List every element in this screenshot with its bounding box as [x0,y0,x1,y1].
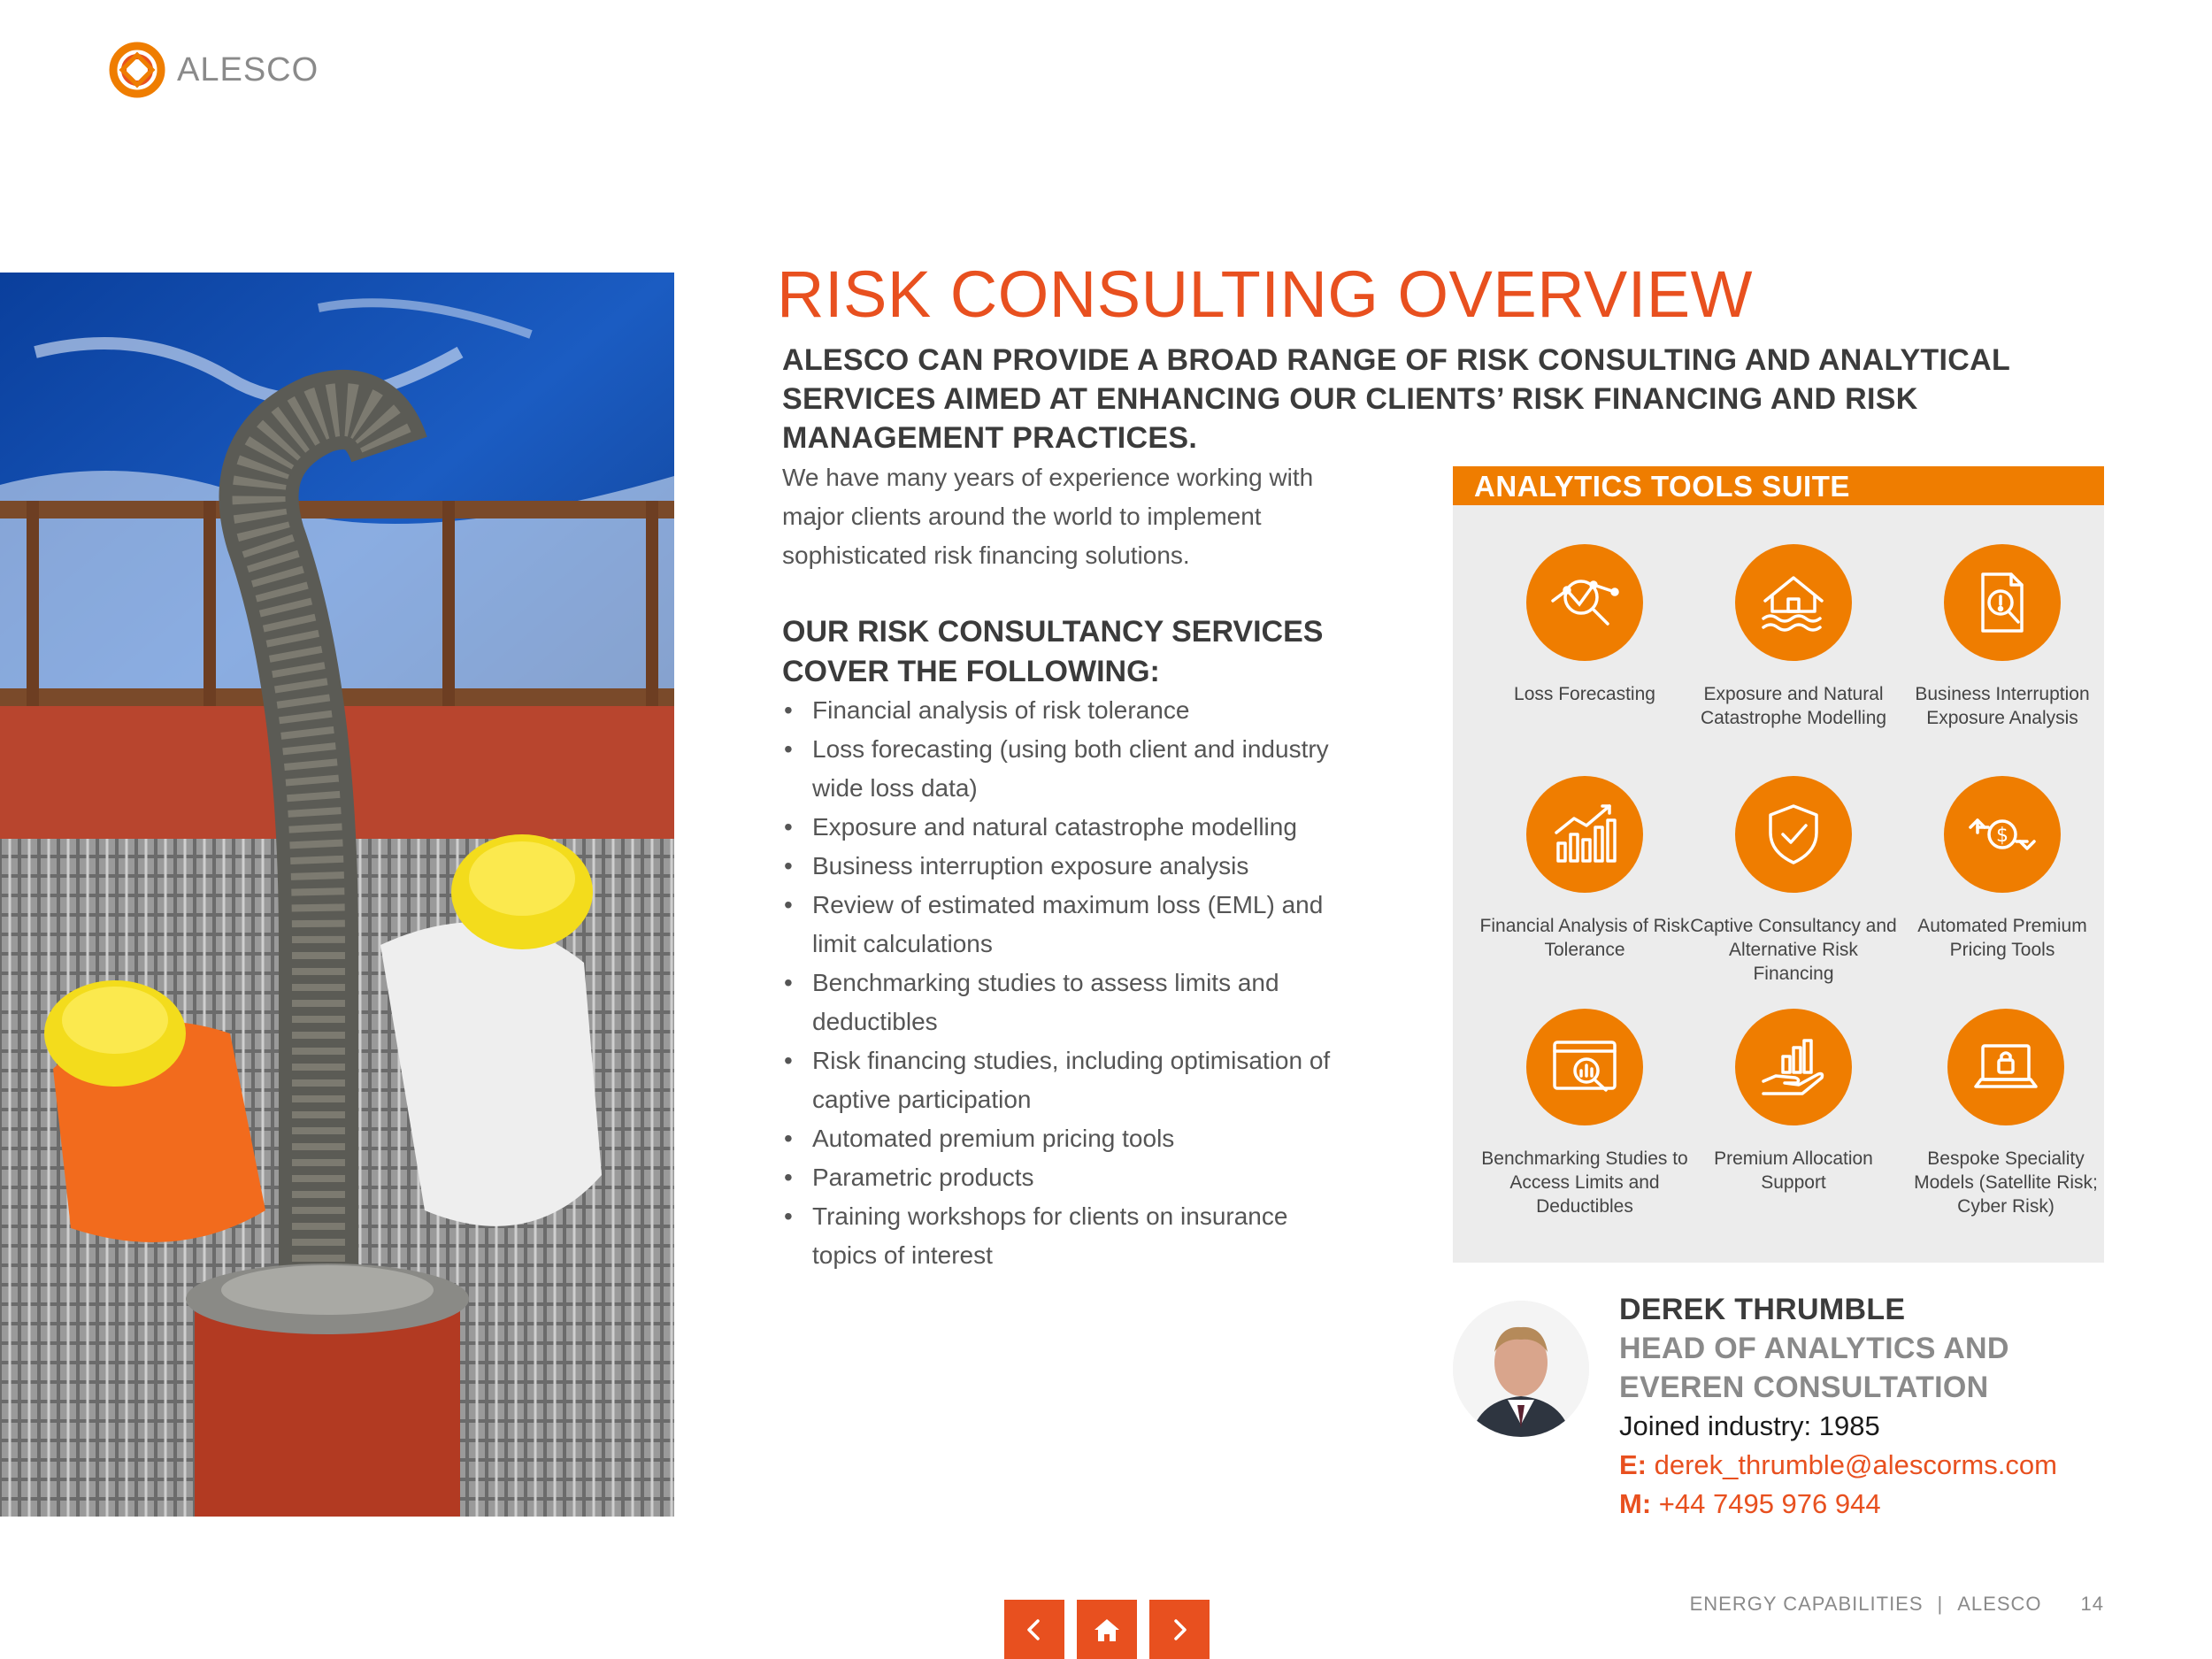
tool-label: Financial Analysis of Risk Tolerance [1479,916,1690,960]
chevron-right-icon [1164,1615,1194,1645]
contact-role-line-2: EVEREN CONSULTATION [1619,1371,1989,1404]
list-item: • Training workshops for clients on insurance topics of interest [782,1197,1357,1275]
experience-paragraph: We have many years of experience working with major clients around the world to implement sophisticated risk financing solutions. [782,464,1314,569]
list-item: • Parametric products [782,1158,1357,1197]
laptop-lock-icon [1947,1009,2064,1125]
tool-premium-pricing [1896,776,2108,962]
tool-label: Loss Forecasting [1514,684,1655,704]
dollar-exchange-icon [1944,776,2061,893]
shield-check-icon [1735,776,1852,893]
email-link[interactable]: derek_thrumble@alescorms.com [1654,1449,2057,1480]
analytics-tools-heading: ANALYTICS TOOLS SUITE [1453,466,2104,505]
tool-financial-analysis [1479,776,1691,962]
browser-analytics-icon [1526,1009,1643,1125]
page-title: RISK CONSULTING OVERVIEW [777,257,1753,331]
page-footer [1690,1593,2104,1616]
services-list [782,691,1357,1275]
list-item: • Benchmarking studies to assess limits and deductibles [782,964,1357,1041]
intro-statement: ALESCO CAN PROVIDE A BROAD RANGE OF RISK CONSULTING AND ANALYTICAL SERVICES AIMED AT ENHANCING OUR CLIENTS’ RISK FINANCING AND RISK MANAGEMENT PRACTICES. [782,343,2010,455]
chevron-left-icon [1019,1615,1049,1645]
tool-bespoke-models [1900,1009,2112,1218]
list-item: • Business interruption exposure analysis [782,847,1357,886]
contact-mobile-row [1619,1485,2150,1524]
alesco-logo-icon [108,41,166,99]
tool-label: Premium Allocation Support [1714,1148,1873,1193]
contact-email-row [1619,1446,2150,1485]
contact-role-line-1: HEAD OF ANALYTICS AND [1619,1332,2009,1365]
list-item: • Exposure and natural catastrophe modelling [782,808,1357,847]
home-button[interactable] [1077,1600,1137,1659]
tool-label: Bespoke Speciality Models (Satellite Risk; Cyber Risk) [1914,1148,2098,1217]
avatar [1453,1301,1589,1437]
hand-chart-icon [1735,1009,1852,1125]
offshore-workers-photo [0,273,674,1517]
footer-brand: ALESCO [1957,1593,2042,1615]
tool-exposure-modelling [1687,544,1900,730]
magnifier-network-icon [1526,544,1643,661]
tool-label: Captive Consultancy and Alternative Risk Financing [1690,916,1897,984]
svg-text:$: $ [1996,825,2008,847]
contact-joined: Joined industry: 1985 [1619,1410,1880,1441]
footer-section: ENERGY CAPABILITIES [1689,1593,1924,1615]
tool-label: Business Interruption Exposure Analysis [1915,684,2090,728]
list-item: • Review of estimated maximum loss (EML) and limit calculations [782,886,1357,964]
tool-label: Benchmarking Studies to Access Limits and Deductibles [1481,1148,1688,1217]
page-number: 14 [2080,1593,2104,1615]
list-item: • Risk financing studies, including optimisation of captive participation [782,1041,1357,1119]
tool-label: Automated Premium Pricing Tools [1917,916,2087,960]
alesco-logo [108,41,319,99]
tool-captive-consultancy [1687,776,1900,986]
house-flood-icon [1735,544,1852,661]
contact-name: DEREK THRUMBLE [1619,1293,1906,1326]
tool-benchmarking [1479,1009,1691,1218]
list-item: • Loss forecasting (using both client and industry wide loss data) [782,730,1357,808]
analytics-tools-panel [1453,466,2104,1263]
services-heading: OUR RISK CONSULTANCY SERVICES COVER THE FOLLOWING: [782,615,1324,688]
footer-separator: | [1937,1593,1944,1615]
email-label: E: [1619,1449,1647,1480]
tool-premium-allocation [1687,1009,1900,1194]
mobile-link[interactable]: +44 7495 976 944 [1658,1488,1881,1519]
contact-card [1619,1290,2150,1524]
next-page-button[interactable] [1149,1600,1210,1659]
mobile-label: M: [1619,1488,1652,1519]
tool-loss-forecasting [1479,544,1691,706]
logo-text: ALESCO [177,50,319,88]
list-item: • Automated premium pricing tools [782,1119,1357,1158]
previous-page-button[interactable] [1004,1600,1064,1659]
list-item: • Financial analysis of risk tolerance [782,691,1357,730]
document-alert-icon [1944,544,2061,661]
home-icon [1092,1615,1122,1645]
tool-label: Exposure and Natural Catastrophe Modelling [1700,684,1887,728]
bar-chart-trend-icon [1526,776,1643,893]
tool-business-interruption [1896,544,2108,730]
